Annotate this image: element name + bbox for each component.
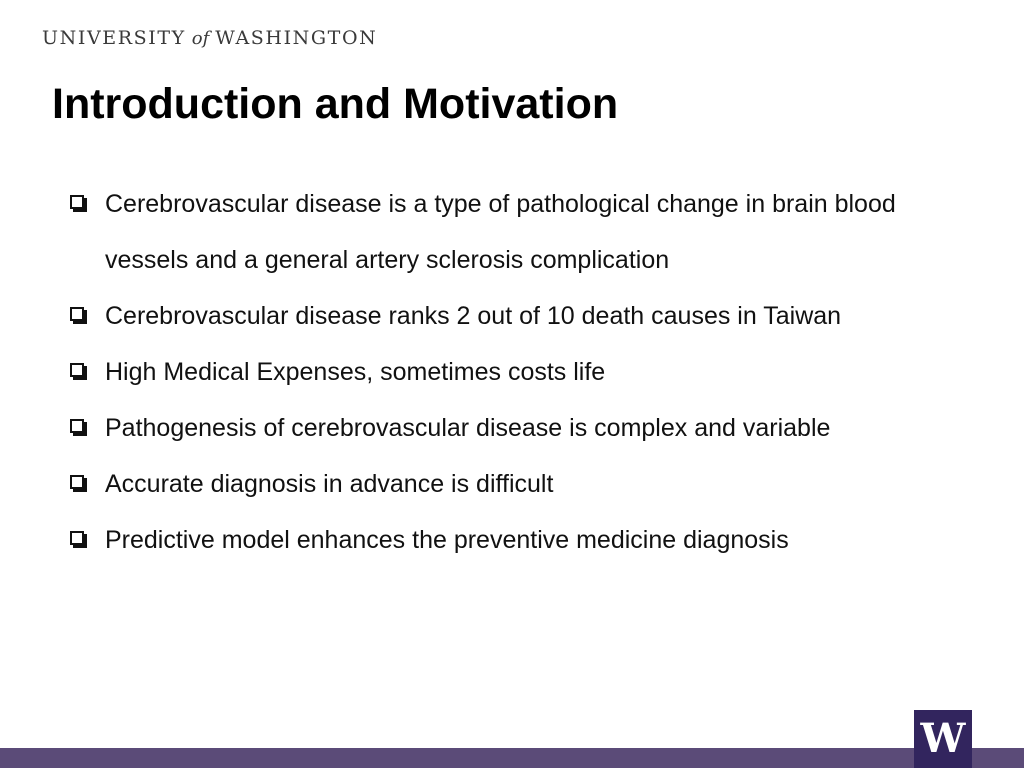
bullet-text: Predictive model enhances the preventive medicine diagnosis (105, 526, 789, 554)
uw-w-logo (914, 710, 972, 768)
wordmark-washington: WASHINGTON (215, 27, 378, 49)
checkbox-bullet-icon (70, 363, 84, 377)
wordmark-university: UNIVERSITY (42, 27, 186, 49)
logo-letter: W (920, 715, 966, 762)
slide-title: Introduction and Motivation (52, 80, 619, 128)
bullet-text: Cerebrovascular disease is a type of pathological change in brain blood vessels and a general artery sclerosis complication (105, 190, 896, 274)
wordmark-of: of (191, 28, 210, 49)
checkbox-bullet-icon (70, 195, 84, 209)
bullet-item (68, 288, 968, 344)
bullet-text: Pathogenesis of cerebrovascular disease is complex and variable (105, 414, 831, 442)
bullet-text: High Medical Expenses, sometimes costs life (105, 358, 606, 386)
footer-bar (0, 748, 1024, 768)
checkbox-bullet-icon (70, 475, 84, 489)
bullet-item (68, 400, 968, 456)
checkbox-bullet-icon (70, 307, 84, 321)
bullet-text: Cerebrovascular disease ranks 2 out of 10 death causes in Taiwan (105, 302, 842, 330)
checkbox-bullet-icon (70, 419, 84, 433)
bullet-list (68, 176, 968, 568)
checkbox-bullet-icon (70, 531, 84, 545)
bullet-item (68, 176, 968, 288)
bullet-item (68, 344, 968, 400)
bullet-text: Accurate diagnosis in advance is difficult (105, 470, 554, 498)
bullet-item (68, 456, 968, 512)
university-wordmark (42, 26, 377, 51)
bullet-item (68, 512, 968, 568)
